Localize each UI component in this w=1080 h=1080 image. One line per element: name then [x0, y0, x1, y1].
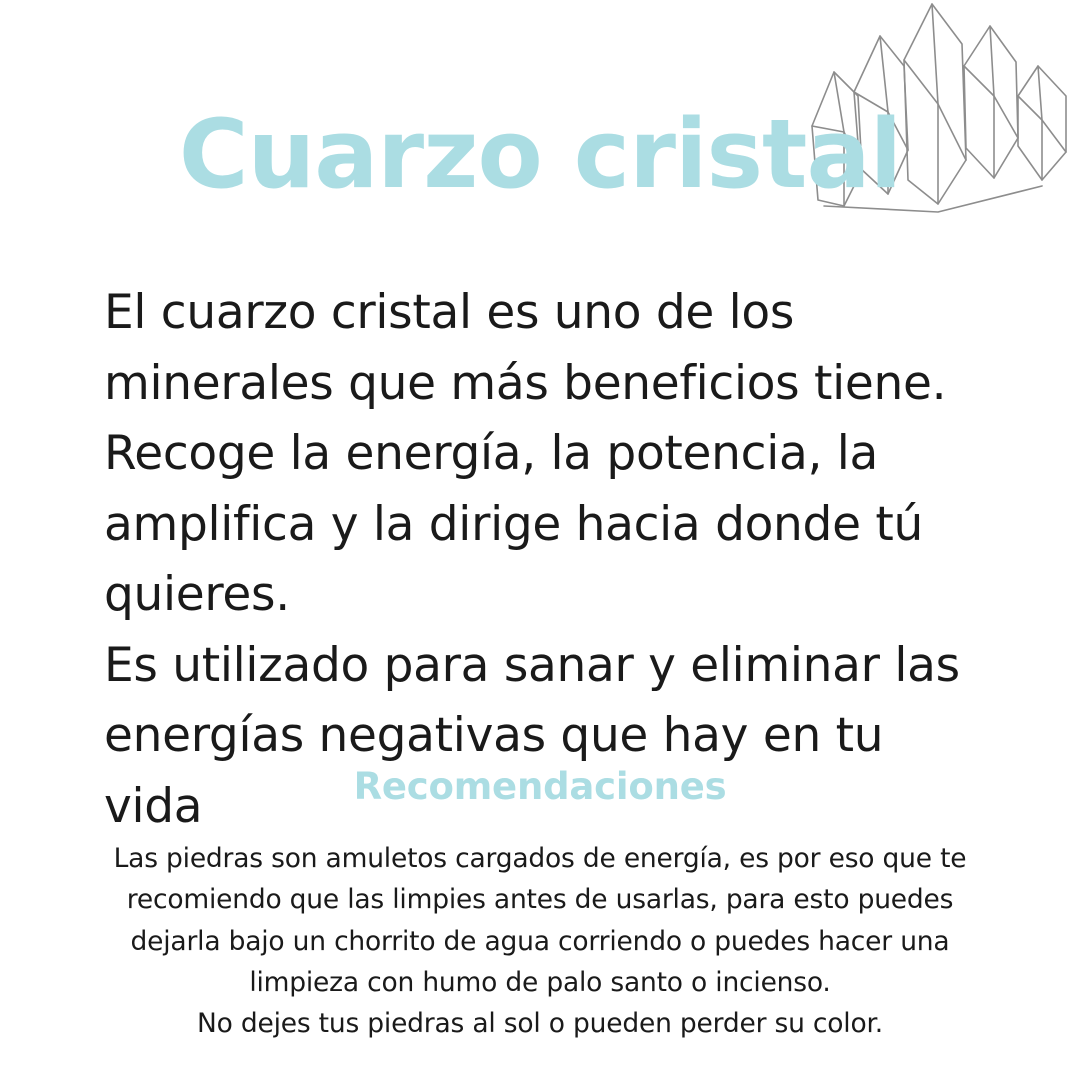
recommendations-paragraph-1: Las piedras son amuletos cargados de energía, es por eso que te recomiendo que las limpies antes de usarlas, para esto puedes dejarla bajo un chorrito de agua corriendo o puedes hacer una limpieza con humo de palo santo o incienso. [113, 843, 967, 998]
recommendations-paragraph-2: No dejes tus piedras al sol o pueden perder su color. [197, 1008, 883, 1040]
page-title: Cuarzo cristal [178, 100, 902, 210]
body-paragraph-1: El cuarzo cristal es uno de los minerales que más beneficios tiene. Recoge la energía, la potencia, la amplifica y la dirige hacia donde tú quieres. [104, 285, 947, 622]
body-text [104, 278, 984, 842]
recommendations-heading: Recomendaciones [353, 765, 727, 808]
body-paragraph-2: Es utilizado para sanar y eliminar las energías negativas que hay en tu vida [104, 637, 960, 834]
recommendations-text [110, 838, 970, 1045]
